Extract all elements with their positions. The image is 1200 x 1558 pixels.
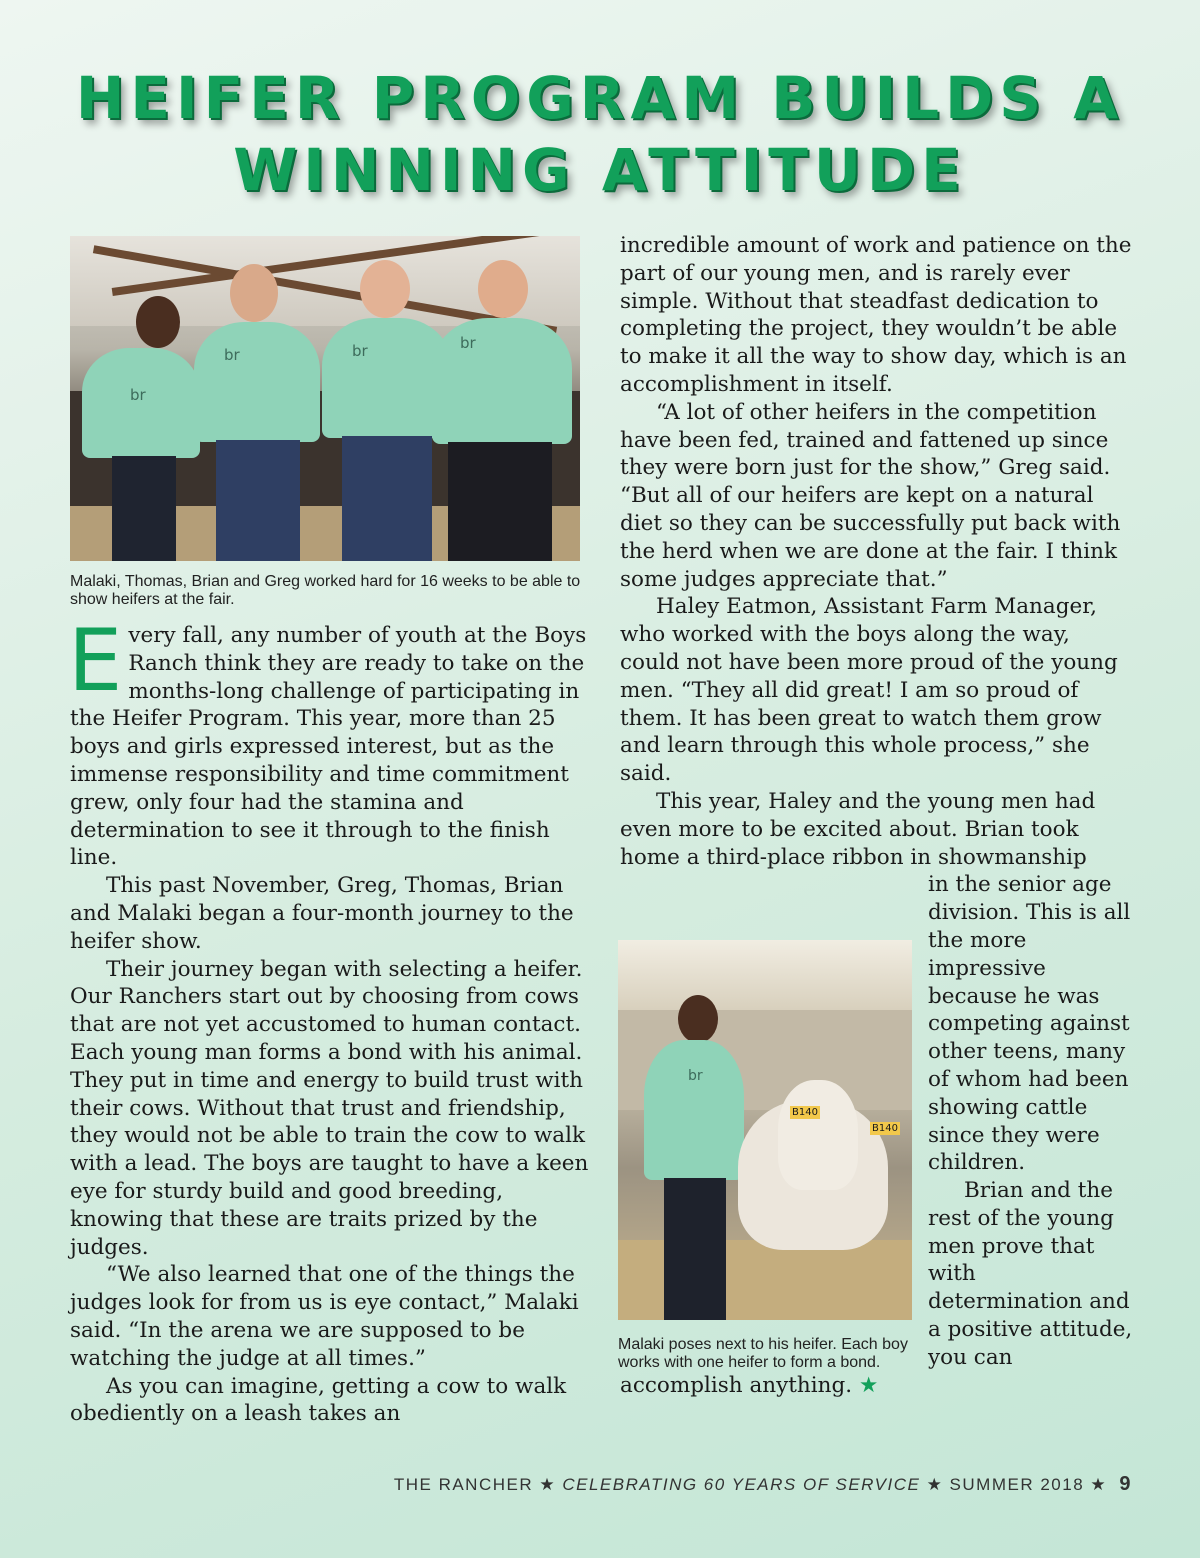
tagline: CELEBRATING 60 YEARS OF SERVICE <box>562 1475 921 1494</box>
issue-date: SUMMER 2018 <box>949 1475 1085 1494</box>
paragraph: “A lot of other heifers in the competition have been fed, trained and fattened up since they were born just for the show,” Greg said. “But all of our heifers are kept on a natural diet so they can be successfully put back with the herd when we are done at the fair. I think some judges appreciate that.” <box>620 399 1121 592</box>
shirt-logo: br <box>130 386 146 404</box>
shirt-logo: br <box>352 342 368 360</box>
group-photo-caption: Malaki, Thomas, Brian and Greg worked hard for 16 weeks to be able to show heifers at the fair. <box>70 573 581 608</box>
paragraph: Every fall, any number of youth at the Boys Ranch think they are ready to take on the months-long challenge of participating in the Heifer Program. This year, more than 25 boys and girls expressed interest, but as the immense responsibility and time commitment grew, only four had the stamina and determination to see it through to the finish line. <box>68 611 587 871</box>
star-icon: ★ <box>1090 1475 1108 1494</box>
star-icon: ★ <box>539 1475 557 1494</box>
paragraph: incredible amount of work and patience on the part of our young men, and is rarely ever simple. Without that steadfast dedication to completing the project, they wouldn’t be able to make it all the way to show day, which is an accomplishment in itself. <box>620 233 1132 397</box>
paragraph: This past November, Greg, Thomas, Brian and Malaki began a four-month journey to the heifer show. <box>70 873 574 954</box>
article-column-1 <box>68 611 590 1428</box>
shirt-logo: br <box>224 346 240 364</box>
paragraph: Brian and the rest of the young men prove that with determination and a positive attitude, you can accomplish anything. ★ <box>620 1178 1133 1398</box>
group-photo <box>70 236 580 561</box>
paragraph: This year, Haley and the young men had even more to be excited about. Brian took home a third-place ribbon in showmanship <box>620 788 1096 870</box>
star-icon: ★ <box>926 1475 944 1494</box>
ear-tag: B140 <box>872 1123 898 1134</box>
ear-tag: B140 <box>792 1107 818 1118</box>
heifer-photo <box>618 940 912 1320</box>
end-star-icon: ★ <box>858 1372 879 1398</box>
shirt-logo: br <box>688 1068 703 1084</box>
page-number: 9 <box>1119 1473 1132 1495</box>
page-footer <box>394 1473 1132 1496</box>
paragraph: in the senior age division. This is all the more impressive because he was competing against other teens, many of whom had been showing cattle since they were children. <box>928 872 1131 1176</box>
paragraph: Their journey began with selecting a heifer. Our Ranchers start out by choosing from cows that are not yet accustomed to human contact. Each young man forms a bond with his animal. They put in time and energy to build trust with their cows. Without that trust and friendship, they would not be able to train the cow to walk with a lead. The boys are taught to have a keen eye for sturdy build and good breeding, knowing that these are traits prized by the judges. <box>70 956 589 1260</box>
heifer-photo-caption: Malaki poses next to his heifer. Each boy works with one heifer to form a bond. <box>618 1336 908 1371</box>
publication-name: THE RANCHER <box>393 1475 534 1494</box>
drop-cap: E <box>68 611 123 711</box>
paragraph: Haley Eatmon, Assistant Farm Manager, who worked with the boys along the way, could not have been more proud of the young men. “They all did great! I am so proud of them. It has been great to watch them grow and learn through this whole process,” she said. <box>620 594 1118 787</box>
article-title: HEIFER PROGRAM BUILDS A WINNING ATTITUDE <box>75 64 1125 204</box>
shirt-logo: br <box>460 334 476 352</box>
paragraph: “We also learned that one of the things the judges look for from us is eye contact,” Malaki said. “In the arena we are supposed to be watching the judge at all times.” <box>70 1262 579 1371</box>
paragraph: As you can imagine, getting a cow to walk obediently on a leash takes an <box>70 1373 567 1427</box>
